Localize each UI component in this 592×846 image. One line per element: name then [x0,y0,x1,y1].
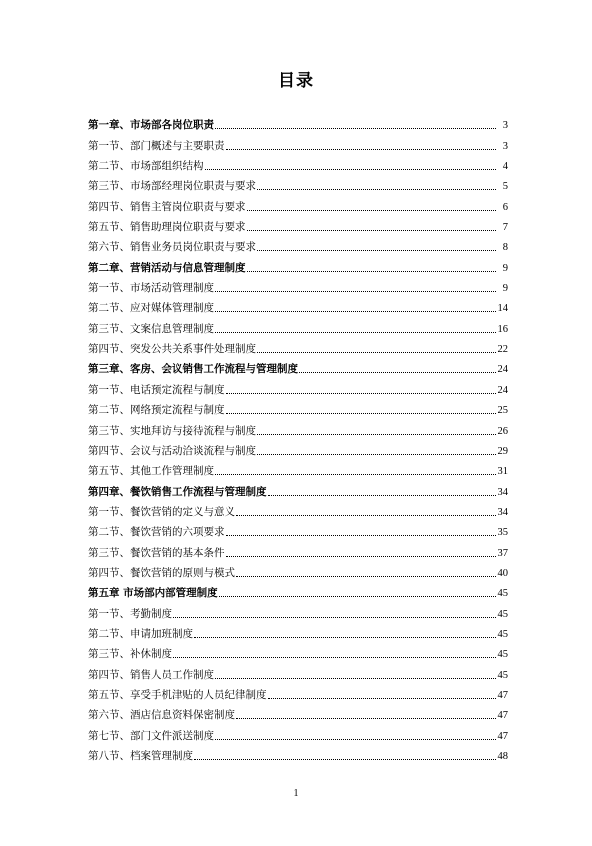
toc-page-number: 16 [497,323,508,335]
toc-page-number: 8 [502,242,508,254]
toc-section-entry[interactable] [88,641,508,661]
toc-entry-title: 第一节、餐饮营销的定义与意义 [88,505,235,518]
toc-page-number: 45 [497,588,508,600]
dot-leader [257,249,496,251]
dot-leader [194,636,496,638]
toc-page-number: 9 [502,283,508,295]
toc-page-number: 47 [497,710,508,722]
dot-leader [226,148,497,150]
toc-section-entry[interactable] [88,539,508,559]
toc-section-entry[interactable] [88,336,508,356]
dot-leader [215,290,496,292]
toc-page-number: 3 [502,140,508,152]
toc-page-number: 45 [497,628,508,640]
dot-leader [236,514,496,516]
dot-leader [226,392,496,394]
toc-section-entry[interactable] [88,702,508,722]
toc-entry-title: 第四节、会议与活动洽谈流程与制度 [88,444,256,457]
toc-page-number: 24 [497,364,508,376]
toc-entry-title: 第四节、销售人员工作制度 [88,668,214,681]
dot-leader [173,616,496,618]
toc-section-entry[interactable] [88,722,508,742]
toc-page-number: 47 [497,730,508,742]
toc-entry-title: 第四节、销售主管岗位职责与要求 [88,200,246,213]
toc-page-number: 26 [497,425,508,437]
toc-section-entry[interactable] [88,295,508,315]
toc-entry-title: 第八节、档案管理制度 [88,750,193,762]
toc-section-entry[interactable] [88,438,508,458]
toc-entry-title: 第三节、实地拜访与接待流程与制度 [88,424,256,437]
toc-page-number: 24 [497,384,508,396]
dot-leader [268,494,496,496]
toc-section-entry[interactable] [88,743,508,763]
toc-page-number: 29 [497,445,508,457]
toc-entry-title: 第四节、突发公共关系事件处理制度 [88,343,256,356]
toc-section-entry[interactable] [88,682,508,702]
toc-page-number: 45 [497,608,508,620]
dot-leader [215,738,496,740]
toc-entry-title: 第四节、餐饮营销的原则与模式 [88,566,235,579]
toc-page-number: 3 [502,120,508,132]
toc-section-entry[interactable] [88,560,508,580]
toc-chapter-entry[interactable] [88,254,508,274]
toc-entry-title: 第六节、销售业务员岗位职责与要求 [88,241,256,254]
dot-leader [215,310,496,312]
toc-entry-title: 第四章、餐饮销售工作流程与管理制度 [88,485,267,498]
toc-section-entry[interactable] [88,661,508,681]
toc-entry-title: 第三节、补休制度 [88,648,172,661]
dot-leader [236,575,496,577]
toc-entry-title: 第一章、市场部各岗位职责 [88,119,214,132]
dot-leader [219,595,496,597]
toc-section-entry[interactable] [88,600,508,620]
dot-leader [173,656,496,658]
toc-entry-title: 第一节、部门概述与主要职责 [88,139,225,152]
toc-chapter-entry[interactable] [88,356,508,376]
page-title: 目录 [278,71,314,91]
toc-chapter-entry[interactable] [88,580,508,600]
toc-page-number: 14 [497,303,508,315]
dot-leader [247,209,497,211]
dot-leader [226,555,496,557]
dot-leader [205,168,497,170]
toc-chapter-entry[interactable] [88,478,508,498]
toc-section-entry[interactable] [88,275,508,295]
toc-entry-title: 第三节、市场部经理岗位职责与要求 [88,180,256,193]
toc-entry-title: 第三节、文案信息管理制度 [88,322,214,335]
toc-entry-title: 第二节、应对媒体管理制度 [88,302,214,315]
dot-leader [236,717,496,719]
dot-leader [215,473,496,475]
toc-page-number: 5 [502,181,508,193]
dot-leader [194,758,496,760]
toc-section-entry[interactable] [88,417,508,437]
toc-page-number: 7 [502,222,508,234]
toc-page-number: 40 [497,567,508,579]
toc-entry-title: 第三节、餐饮营销的基本条件 [88,546,225,559]
toc-section-entry[interactable] [88,132,508,152]
dot-leader [257,433,496,435]
table-of-contents [88,112,508,763]
dot-leader [215,331,496,333]
toc-entry-title: 第二节、餐饮营销的六项要求 [88,526,225,539]
toc-entry-title: 第二章、营销活动与信息管理制度 [88,261,246,274]
toc-section-entry[interactable] [88,499,508,519]
toc-page-number: 22 [497,344,508,356]
toc-entry-title: 第二节、市场部组织结构 [88,160,204,173]
dot-leader [247,270,497,272]
toc-entry-title: 第二节、申请加班制度 [88,627,193,640]
toc-entry-title: 第七节、部门文件派送制度 [88,729,214,742]
toc-entry-title: 第三章、客房、会议销售工作流程与管理制度 [88,363,298,376]
toc-section-entry[interactable] [88,173,508,193]
toc-page-number: 25 [497,405,508,417]
dot-leader [268,697,496,699]
toc-page-number: 48 [497,751,508,762]
dot-leader [247,229,497,231]
toc-entry-title: 第五节、享受手机津贴的人员纪律制度 [88,688,267,701]
toc-page-number: 31 [497,466,508,478]
toc-page-number: 6 [502,201,508,213]
toc-section-entry[interactable] [88,621,508,641]
dot-leader [257,453,496,455]
toc-chapter-entry[interactable] [88,112,508,132]
toc-section-entry[interactable] [88,376,508,396]
toc-entry-title: 第一节、考勤制度 [88,607,172,620]
toc-page-number: 45 [497,669,508,681]
toc-page-number: 34 [497,506,508,518]
toc-entry-title: 第二节、网络预定流程与制度 [88,404,225,417]
dot-leader [215,127,496,129]
toc-page-number: 47 [497,689,508,701]
toc-entry-title: 第五节、其他工作管理制度 [88,465,214,478]
toc-section-entry[interactable] [88,234,508,254]
toc-section-entry[interactable] [88,193,508,213]
dot-leader [299,371,496,373]
page-number: 1 [293,788,299,799]
toc-section-entry[interactable] [88,458,508,478]
toc-entry-title: 第五节、销售助理岗位职责与要求 [88,221,246,234]
toc-page-number: 9 [502,262,508,274]
toc-section-entry[interactable] [88,397,508,417]
dot-leader [257,351,496,353]
toc-section-entry[interactable] [88,153,508,173]
toc-page-number: 37 [497,547,508,559]
toc-page-number: 4 [502,161,508,173]
dot-leader [215,677,496,679]
toc-section-entry[interactable] [88,214,508,234]
dot-leader [226,534,496,536]
toc-entry-title: 第一节、市场活动管理制度 [88,282,214,295]
dot-leader [226,412,496,414]
toc-section-entry[interactable] [88,519,508,539]
dot-leader [257,188,496,190]
toc-entry-title: 第五章 市场部内部管理制度 [88,587,218,600]
toc-entry-title: 第一节、电话预定流程与制度 [88,383,225,396]
toc-section-entry[interactable] [88,315,508,335]
toc-page-number: 45 [497,649,508,661]
toc-page-number: 35 [497,527,508,539]
toc-entry-title: 第六节、酒店信息资料保密制度 [88,709,235,722]
toc-page-number: 34 [497,486,508,498]
